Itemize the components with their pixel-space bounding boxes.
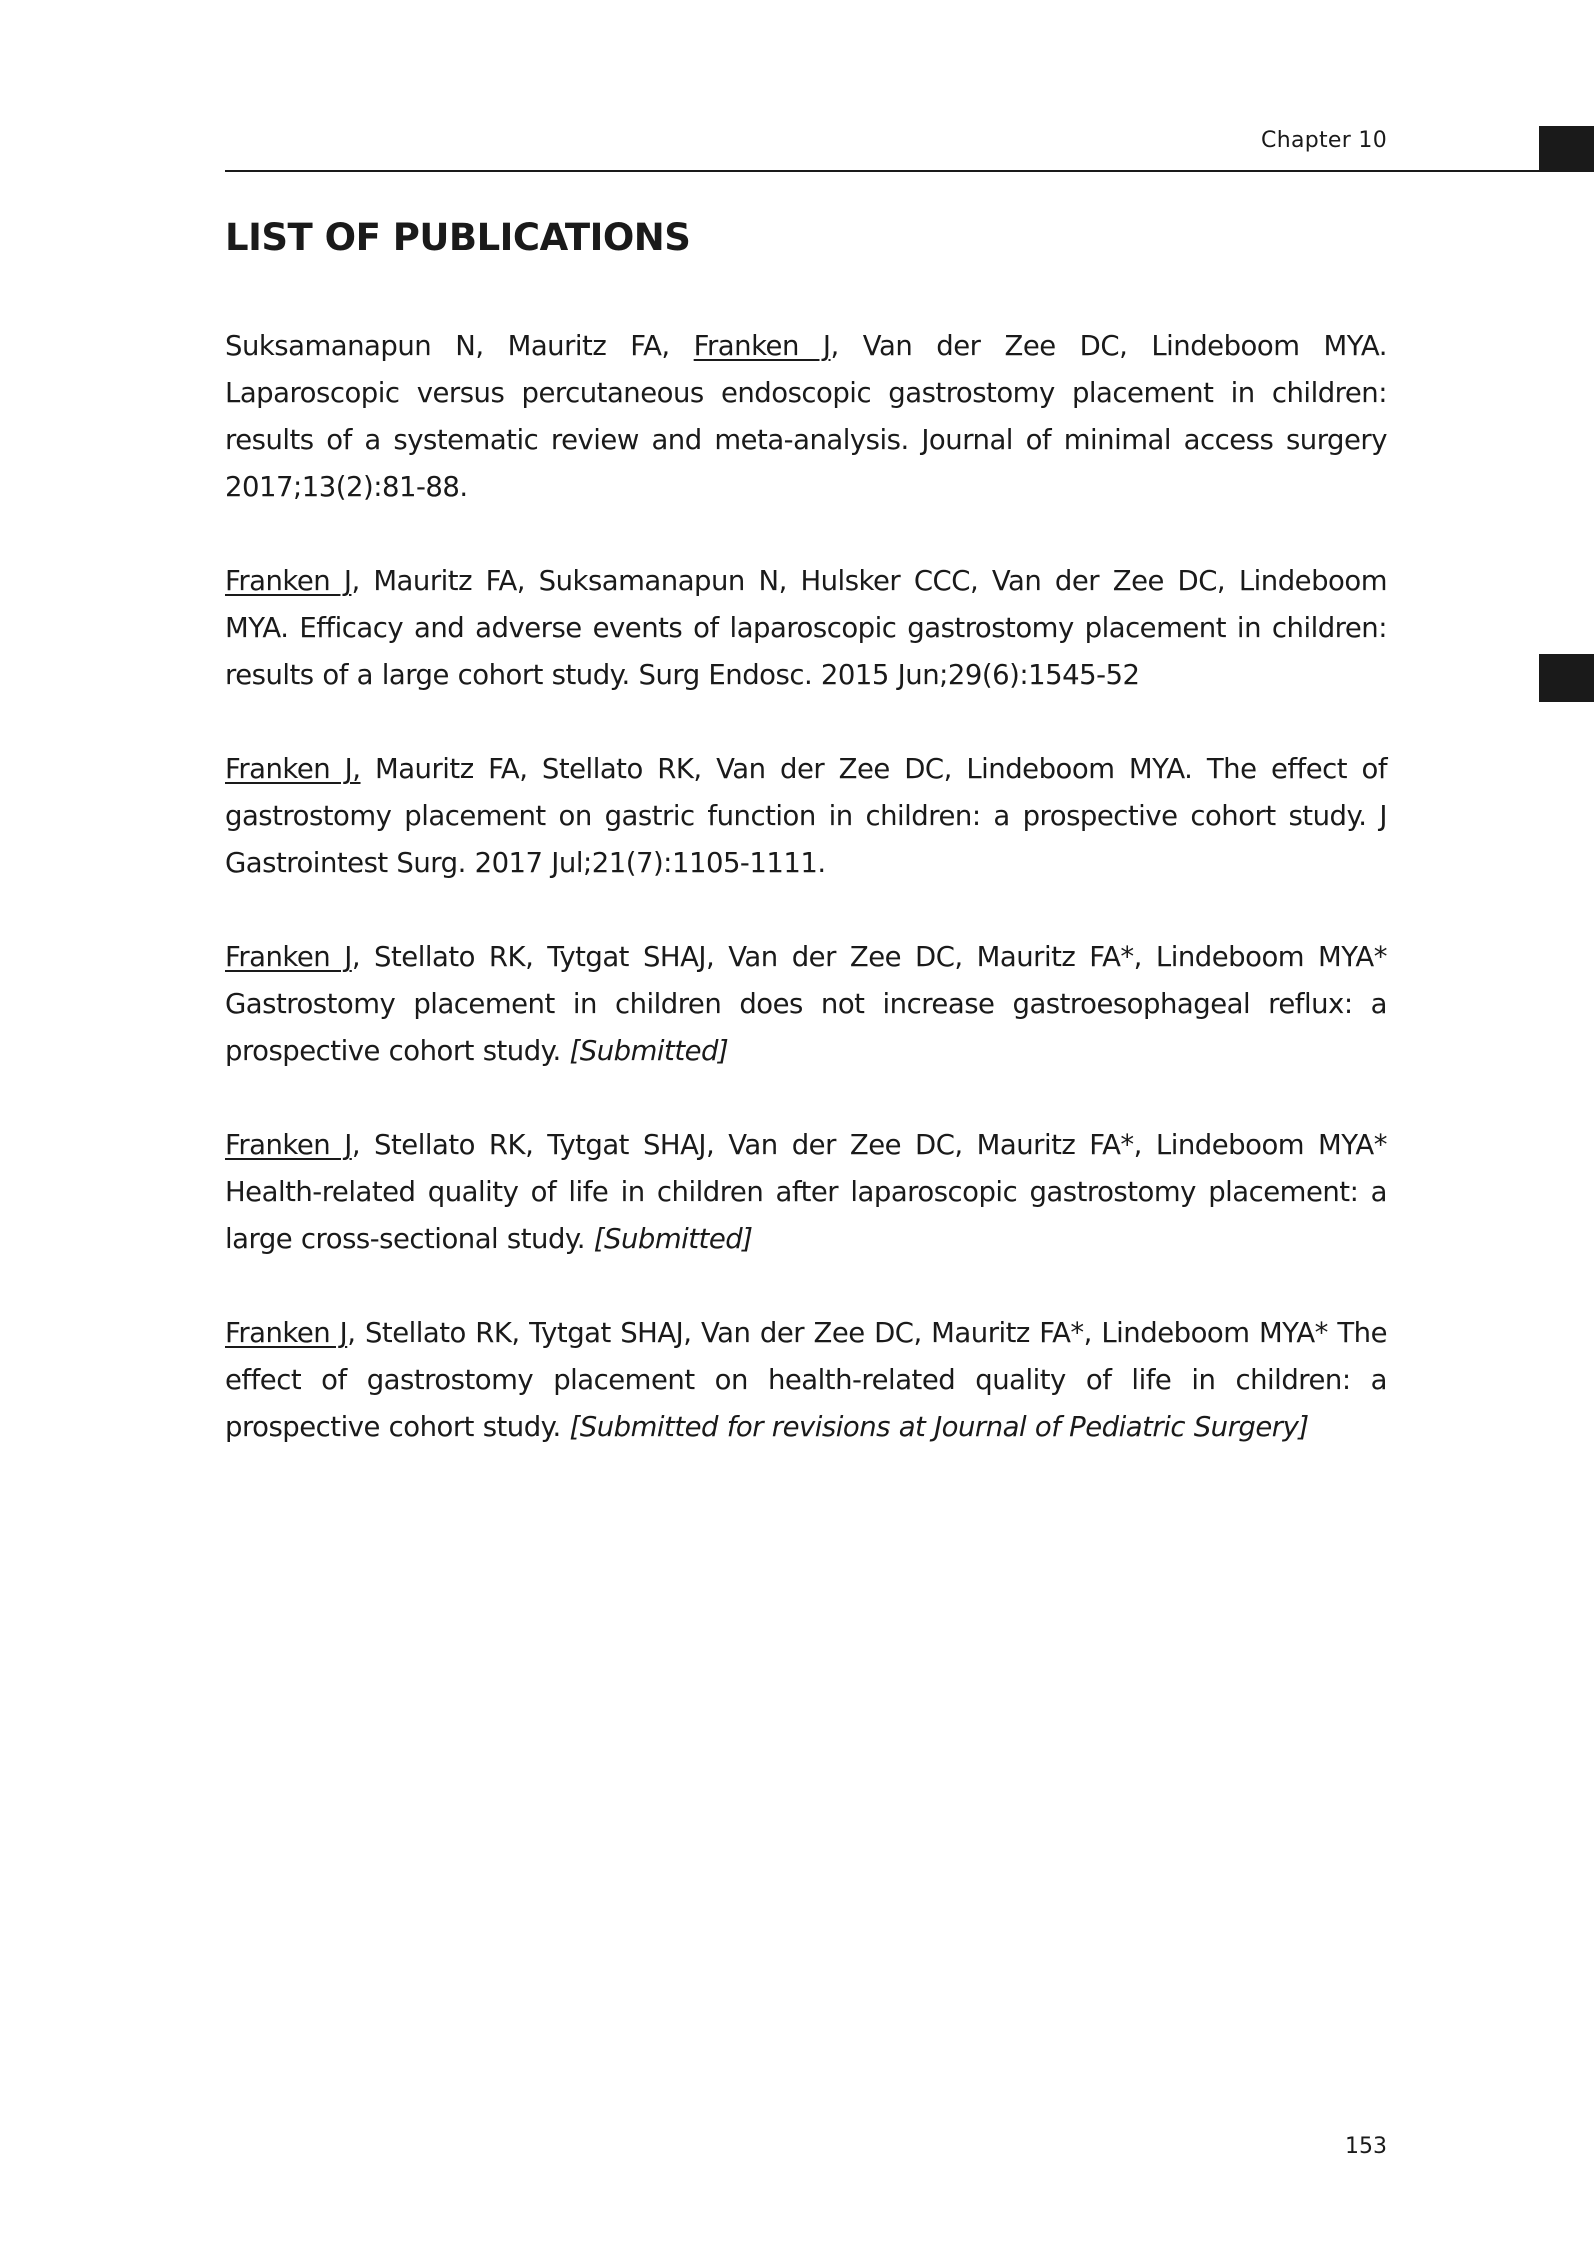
publication-entry	[225, 558, 1387, 699]
page-number: 153	[1345, 2134, 1387, 2159]
running-header: Chapter 10	[1261, 128, 1387, 153]
highlighted-author: Franken J	[225, 1317, 348, 1349]
publication-entry	[225, 934, 1387, 1075]
highlighted-author: Franken J	[225, 941, 352, 973]
publication-list	[225, 323, 1387, 1498]
header-rule	[225, 170, 1594, 172]
publication-entry	[225, 1310, 1387, 1451]
highlighted-author: Franken J,	[225, 753, 361, 785]
publication-status: [Submitted for revisions at Journal of Pediatric Surgery]	[569, 1411, 1309, 1443]
chapter-thumb-tab	[1539, 126, 1594, 172]
citation-text: , Stellato RK, Tytgat SHAJ, Van der Zee DC, Mauritz FA*, Lindeboom MYA* Gastrostomy placement in children does not increase gastroesophageal reflux: a prospective cohort study.	[225, 941, 1387, 1067]
publication-entry	[225, 1122, 1387, 1263]
highlighted-author: Franken J	[225, 1129, 352, 1161]
section-thumb-tab	[1539, 654, 1594, 702]
publication-entry	[225, 323, 1387, 511]
publication-status: [Submitted]	[569, 1035, 729, 1067]
highlighted-author: Franken J	[693, 330, 831, 362]
highlighted-author: Franken J	[225, 565, 352, 597]
page-title: LIST OF PUBLICATIONS	[225, 216, 691, 259]
citation-text: Mauritz FA, Stellato RK, Van der Zee DC, Lindeboom MYA. The effect of gastrostomy placement on gastric function in children: a prospective cohort study. J Gastrointest Surg. 2017 Jul;21(7):1105-1111.	[225, 753, 1388, 879]
publication-status: [Submitted]	[593, 1223, 753, 1255]
publication-entry	[225, 746, 1387, 887]
citation-text: , Van der Zee DC, Lindeboom MYA. Laparoscopic versus percutaneous endoscopic gastrostomy placement in children: results of a systematic review and meta-analysis. Journal of minimal access surgery 2017;13(2):81-88.	[225, 330, 1387, 503]
citation-lead-text: Suksamanapun N, Mauritz FA,	[225, 330, 694, 362]
citation-text: , Mauritz FA, Suksamanapun N, Hulsker CCC, Van der Zee DC, Lindeboom MYA. Efficacy and adverse events of laparoscopic gastrostomy placement in children: results of a large cohort study. Surg Endosc. 2015 Jun;29(6):1545-52	[225, 565, 1387, 691]
citation-text: , Stellato RK, Tytgat SHAJ, Van der Zee DC, Mauritz FA*, Lindeboom MYA* Health-related quality of life in children after laparoscopic gastrostomy placement: a large cross-sectional study.	[225, 1129, 1387, 1255]
citation-text: , Stellato RK, Tytgat SHAJ, Van der Zee DC, Mauritz FA*, Lindeboom MYA* The effect of gastrostomy placement on health-related quality of life in children: a prospective cohort study.	[225, 1317, 1387, 1443]
